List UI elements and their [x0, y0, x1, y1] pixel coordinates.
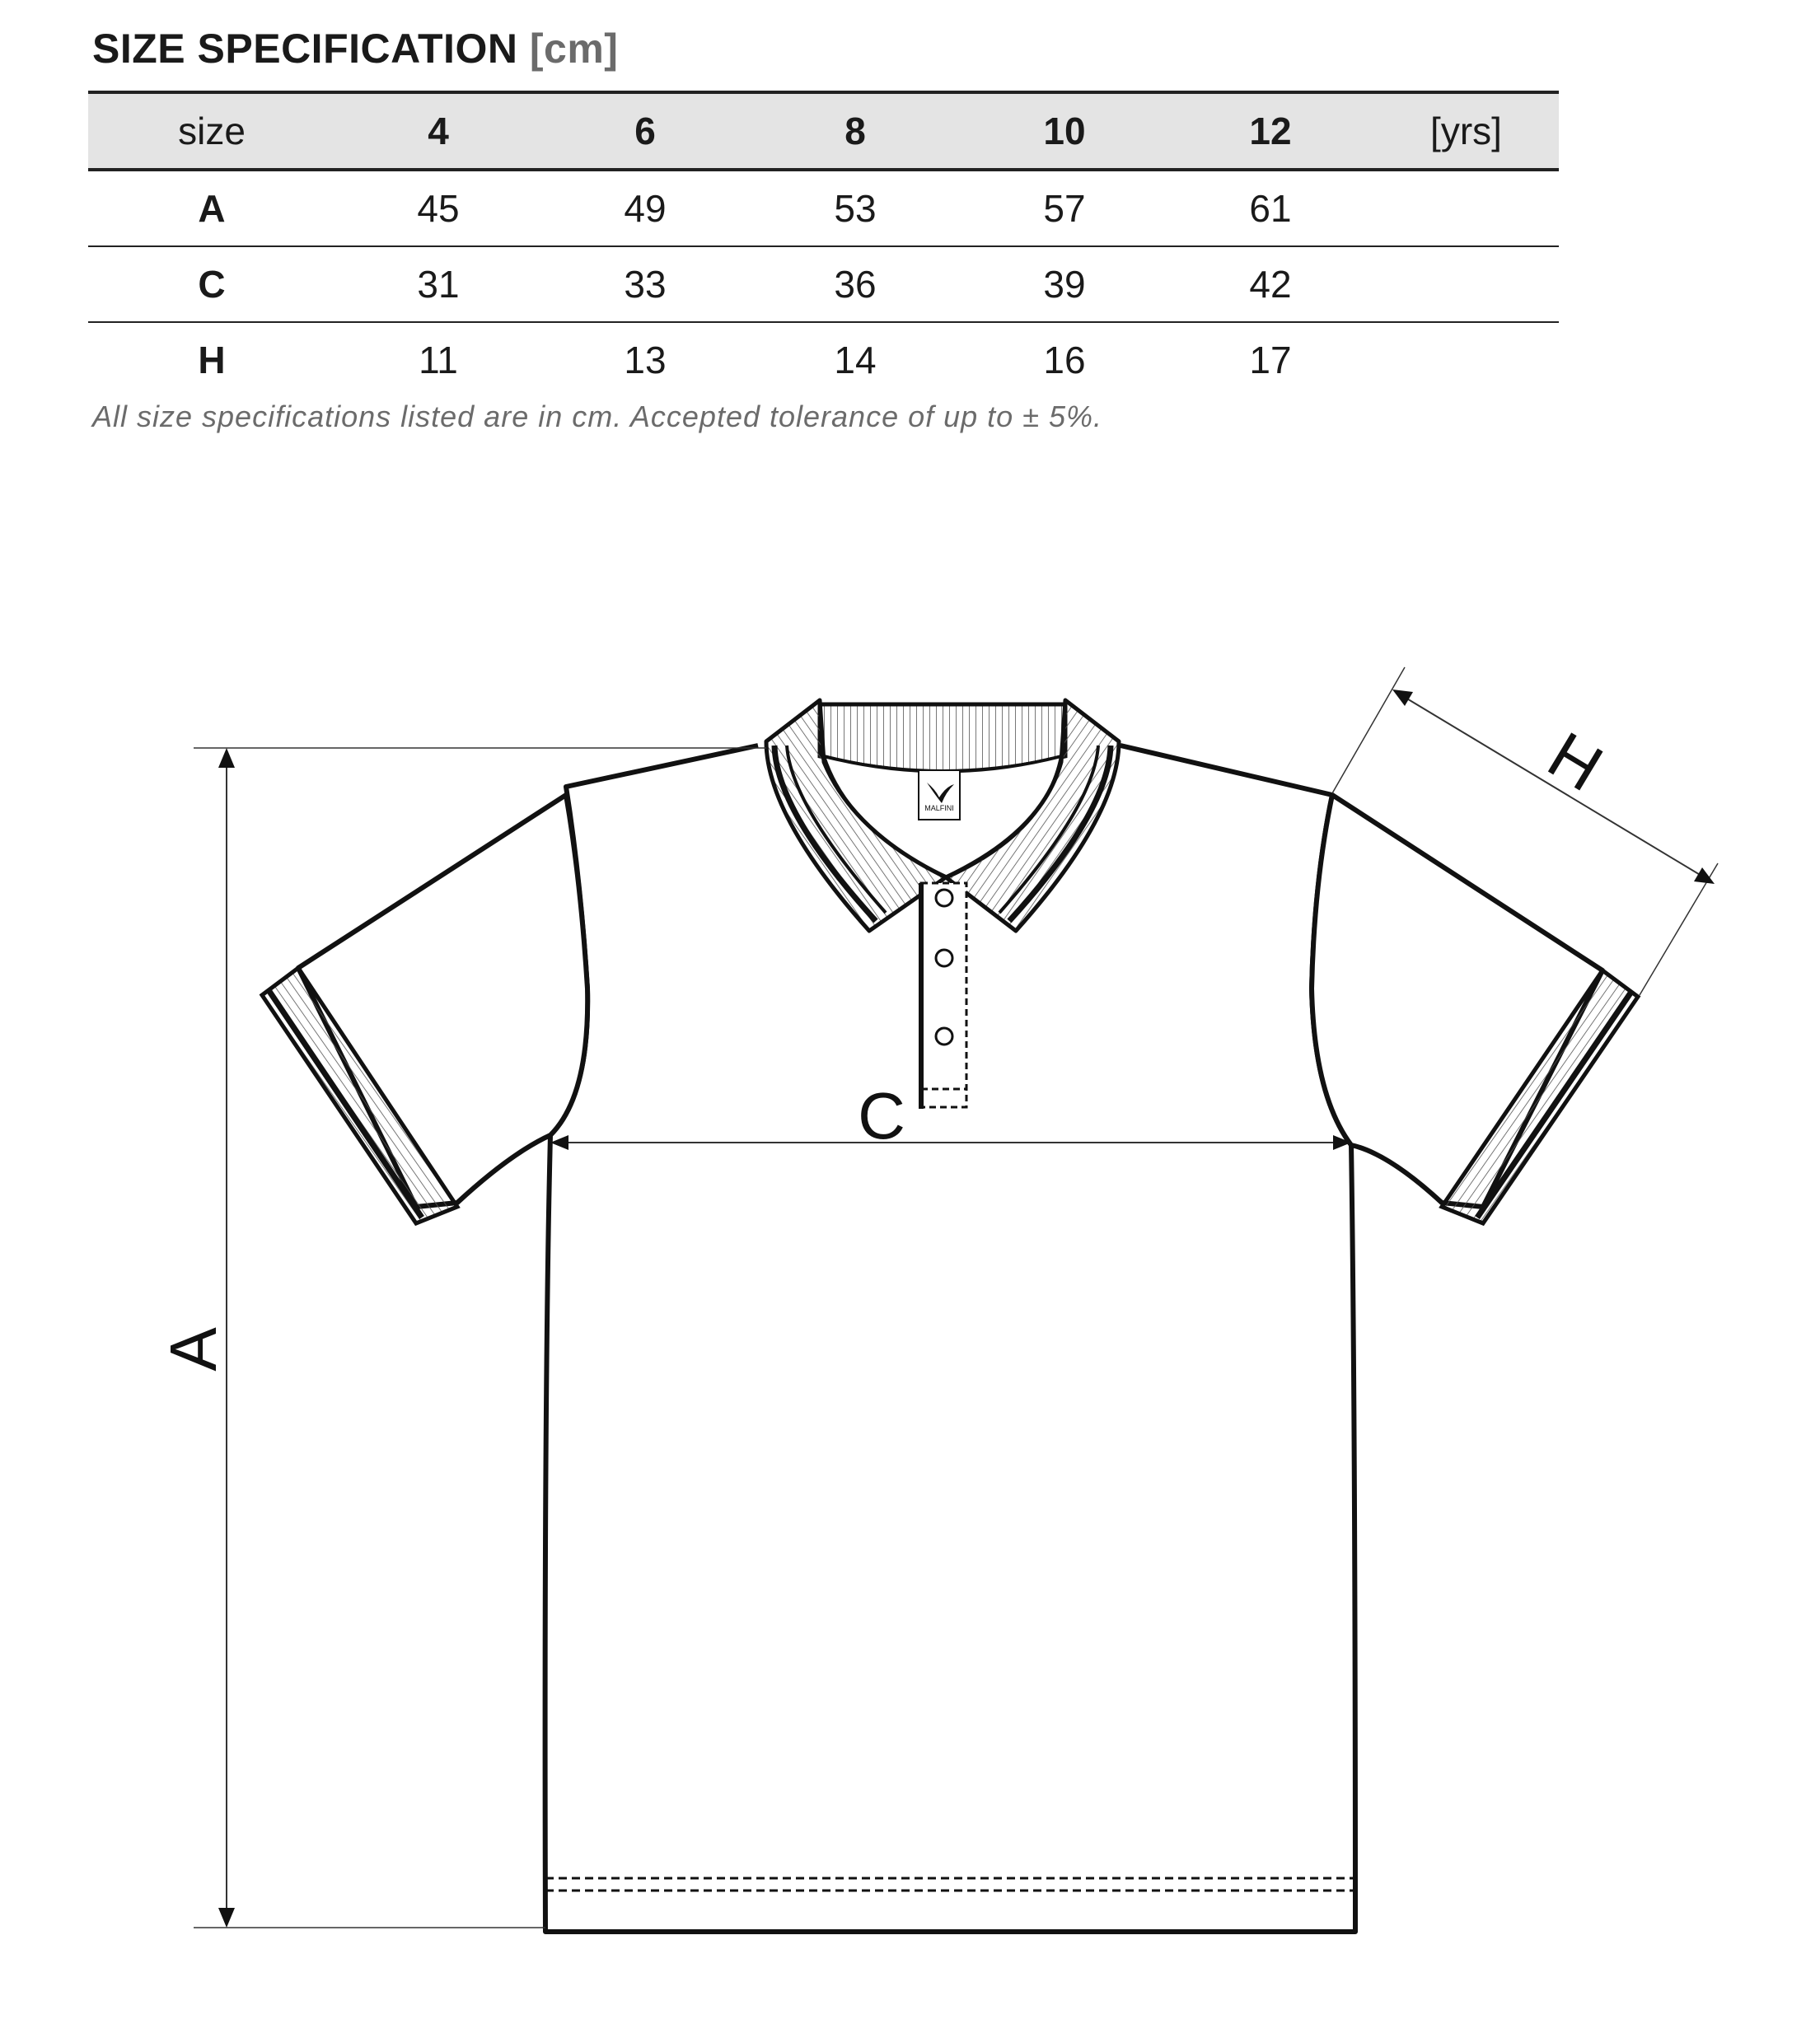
row-label: A [198, 187, 226, 230]
dimension-h-label: H [1536, 718, 1615, 806]
right-sleeve [1312, 795, 1602, 1207]
table-cell: 49 [624, 187, 667, 230]
table-cell: 45 [417, 187, 460, 230]
header-size-label: size [178, 110, 246, 152]
dimension-a-label: A [157, 1327, 230, 1372]
button-icon [936, 950, 952, 966]
header-unit-years: [yrs] [1430, 110, 1502, 152]
dimension-h-arrow-bottom [1694, 867, 1715, 884]
button-icon [936, 890, 952, 906]
table-cell: 33 [624, 263, 667, 306]
table-cell: 16 [1043, 339, 1086, 381]
table-cell: 36 [834, 263, 877, 306]
header-size-6: 6 [634, 110, 656, 152]
title-unit: [cm] [529, 26, 619, 72]
back-neck-rib [820, 704, 1065, 772]
table-cell: 31 [417, 263, 460, 306]
left-sleeve [298, 795, 587, 1207]
brand-label-tag [919, 770, 960, 820]
table-cell: 39 [1043, 263, 1086, 306]
table-cell: 11 [419, 339, 458, 381]
table-cell: 14 [834, 339, 877, 381]
row-label: H [198, 339, 226, 381]
dimension-h-arrow-top [1392, 689, 1413, 706]
placket [921, 883, 966, 1107]
table-cell: 42 [1249, 263, 1292, 306]
tolerance-note: All size specifications listed are in cm. Accepted tolerance of up to ± 5%. [92, 400, 1102, 433]
table-cell: 17 [1249, 339, 1292, 381]
header-size-10: 10 [1043, 110, 1086, 152]
header-size-4: 4 [428, 110, 449, 152]
dimension-h-extension-top [1332, 667, 1405, 793]
dimension-h-extension-bottom [1640, 863, 1718, 995]
title-main: SIZE SPECIFICATION [92, 26, 518, 72]
table-cell: 53 [834, 187, 877, 230]
button-icon [936, 1028, 952, 1045]
table-cell: 13 [624, 339, 667, 381]
table-cell: 57 [1043, 187, 1086, 230]
header-size-12: 12 [1249, 110, 1292, 152]
row-label: C [198, 263, 226, 306]
table-cell: 61 [1249, 187, 1292, 230]
dimension-c-label: C [858, 1079, 905, 1152]
header-size-8: 8 [844, 110, 866, 152]
dimension-a-arrow-top [218, 748, 235, 768]
brand-label-text: MALFINI [924, 804, 954, 812]
dimension-a-arrow-bottom [218, 1908, 235, 1928]
